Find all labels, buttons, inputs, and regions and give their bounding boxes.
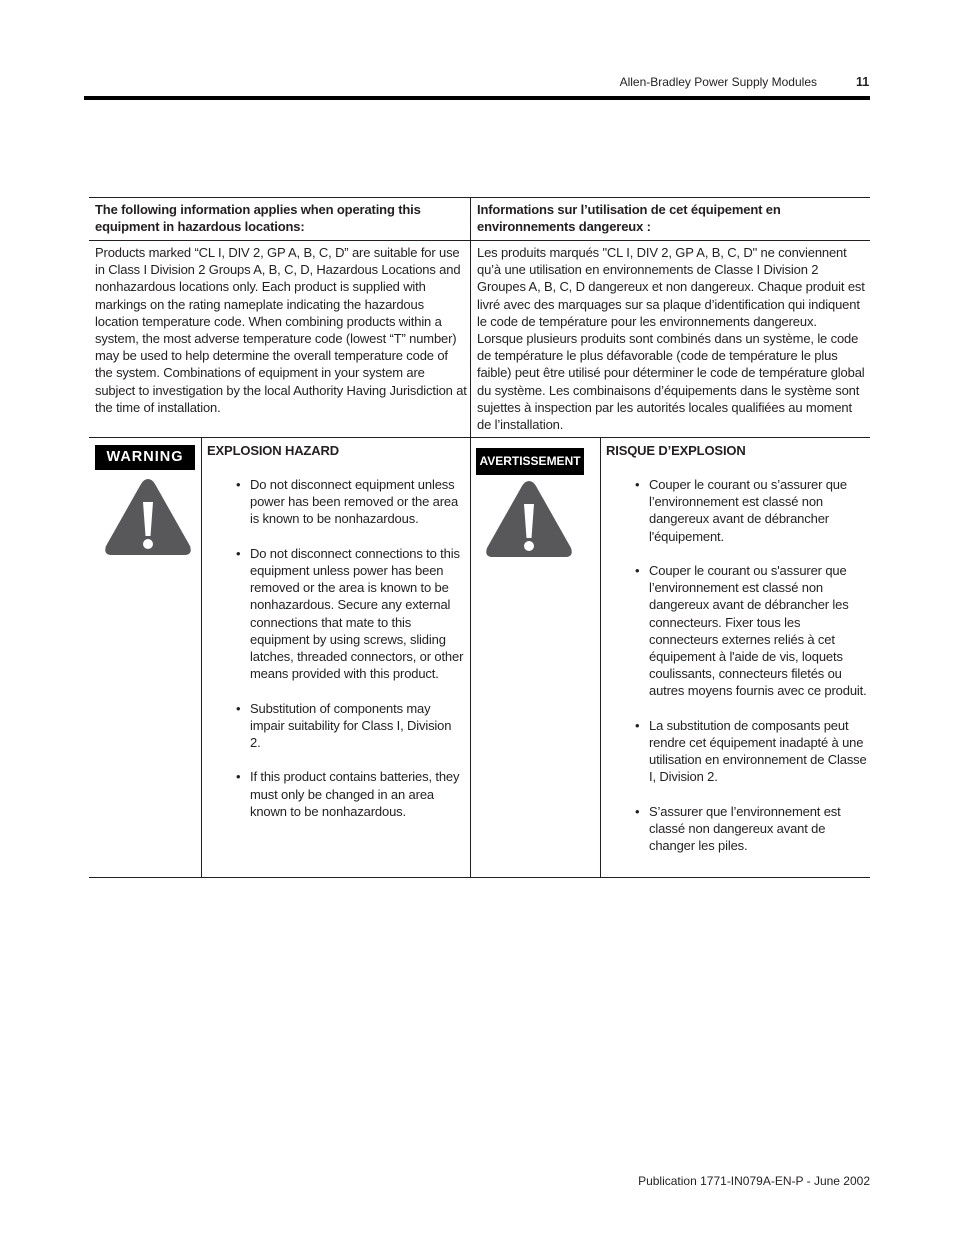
list-item: • S’assurer que l’environnement est classé non dangereux avant de changer les piles. (635, 803, 867, 855)
warning-title-english: EXPLOSION HAZARD (207, 443, 339, 458)
list-item: • La substitution de composants peut rendre cet équipement inadapté à une utilisation en environnement de Classe I, Division 2. (635, 717, 867, 786)
header-rule (84, 96, 870, 100)
list-item: • Couper le courant ou s'assurer que l’environnement est classé non dangereux avant de débrancher les connecteurs. Fixer tous les connecteurs externes reliés à cet équipement à l'aide de vis, loquets coulissants, connecteurs filetés ou autres moyens fournis avec ce produit. (635, 562, 867, 700)
body-french: Les produits marqués "CL I, DIV 2, GP A, B, C, D" ne conviennent qu’à une utilisation en environnements de Classe I Division 2 Groupes A, B, C, D dangereux et non dangereux. Chaque produit est livré avec des marquages sur sa plaque d’identification qui indiquent le code de température pour les environnements dangereux. Lorsque plusieurs produits sont combinés dans un système, le code de température le plus défavorable (code de température le plus faible) peut être utilisé pour déterminer le code de température global du système. Les combinaisons d’équipements dans le système sont sujettes à inspection par les autorités locales qualifiées au moment de l’installation. (477, 245, 865, 433)
warning-en-divider (201, 437, 202, 878)
heading-english: The following information applies when operating this equipment in hazardous locations: (95, 202, 421, 235)
table-top-rule (89, 197, 870, 198)
page-number: 11 (856, 75, 870, 89)
warning-badge: WARNING (95, 445, 195, 470)
table-bottom-rule (89, 877, 870, 878)
warning-triangle-icon (484, 478, 574, 560)
publication-footer: Publication 1771-IN079A-EN-P - June 2002 (638, 1174, 870, 1188)
list-item: • Do not disconnect connections to this equipment unless power has been removed or the area is known to be nonhazardous. Secure any external connections that mate to this equipment by using screws, sliding latches, threaded connectors, or other means provided with this product. (236, 545, 464, 683)
list-item: • If this product contains batteries, they must only be changed in an area known to be nonhazardous. (236, 768, 464, 820)
running-header-title: Allen-Bradley Power Supply Modules (619, 75, 817, 89)
warning-list-english (236, 476, 464, 837)
body-english: Products marked “CL I, DIV 2, GP A, B, C, D” are suitable for use in Class I Division 2 Groups A, B, C, D, Hazardous Locations and nonhazardous locations only. Each product is supplied with markings on the rating nameplate indicating the hazardous location temperature code. When combining products within a system, the most adverse temperature code (lowest “T” number) may be used to help determine the overall temperature code of the system. Combinations of equipment in your system are subject to investigation by the local Authority Having Jurisdiction at the time of installation. (95, 245, 467, 415)
warning-list-french (635, 476, 867, 872)
warning-title-french: RISQUE D’EXPLOSION (606, 443, 746, 458)
avertissement-badge: AVERTISSEMENT (476, 448, 584, 475)
warning-fr-divider (600, 437, 601, 878)
list-item: • Substitution of components may impair suitability for Class I, Division 2. (236, 700, 464, 752)
table-center-divider (470, 197, 471, 878)
heading-french: Informations sur l’utilisation de cet équipement en environnements dangereux : (477, 202, 781, 235)
table-header-rule (89, 240, 870, 241)
warning-triangle-icon (103, 476, 193, 558)
list-item: • Do not disconnect equipment unless power has been removed or the area is known to be nonhazardous. (236, 476, 464, 528)
table-body-rule (89, 437, 870, 438)
hazardous-locations-table (89, 197, 870, 878)
list-item: • Couper le courant ou s’assurer que l’environnement est classé non dangereux avant de débrancher l'équipement. (635, 476, 867, 545)
